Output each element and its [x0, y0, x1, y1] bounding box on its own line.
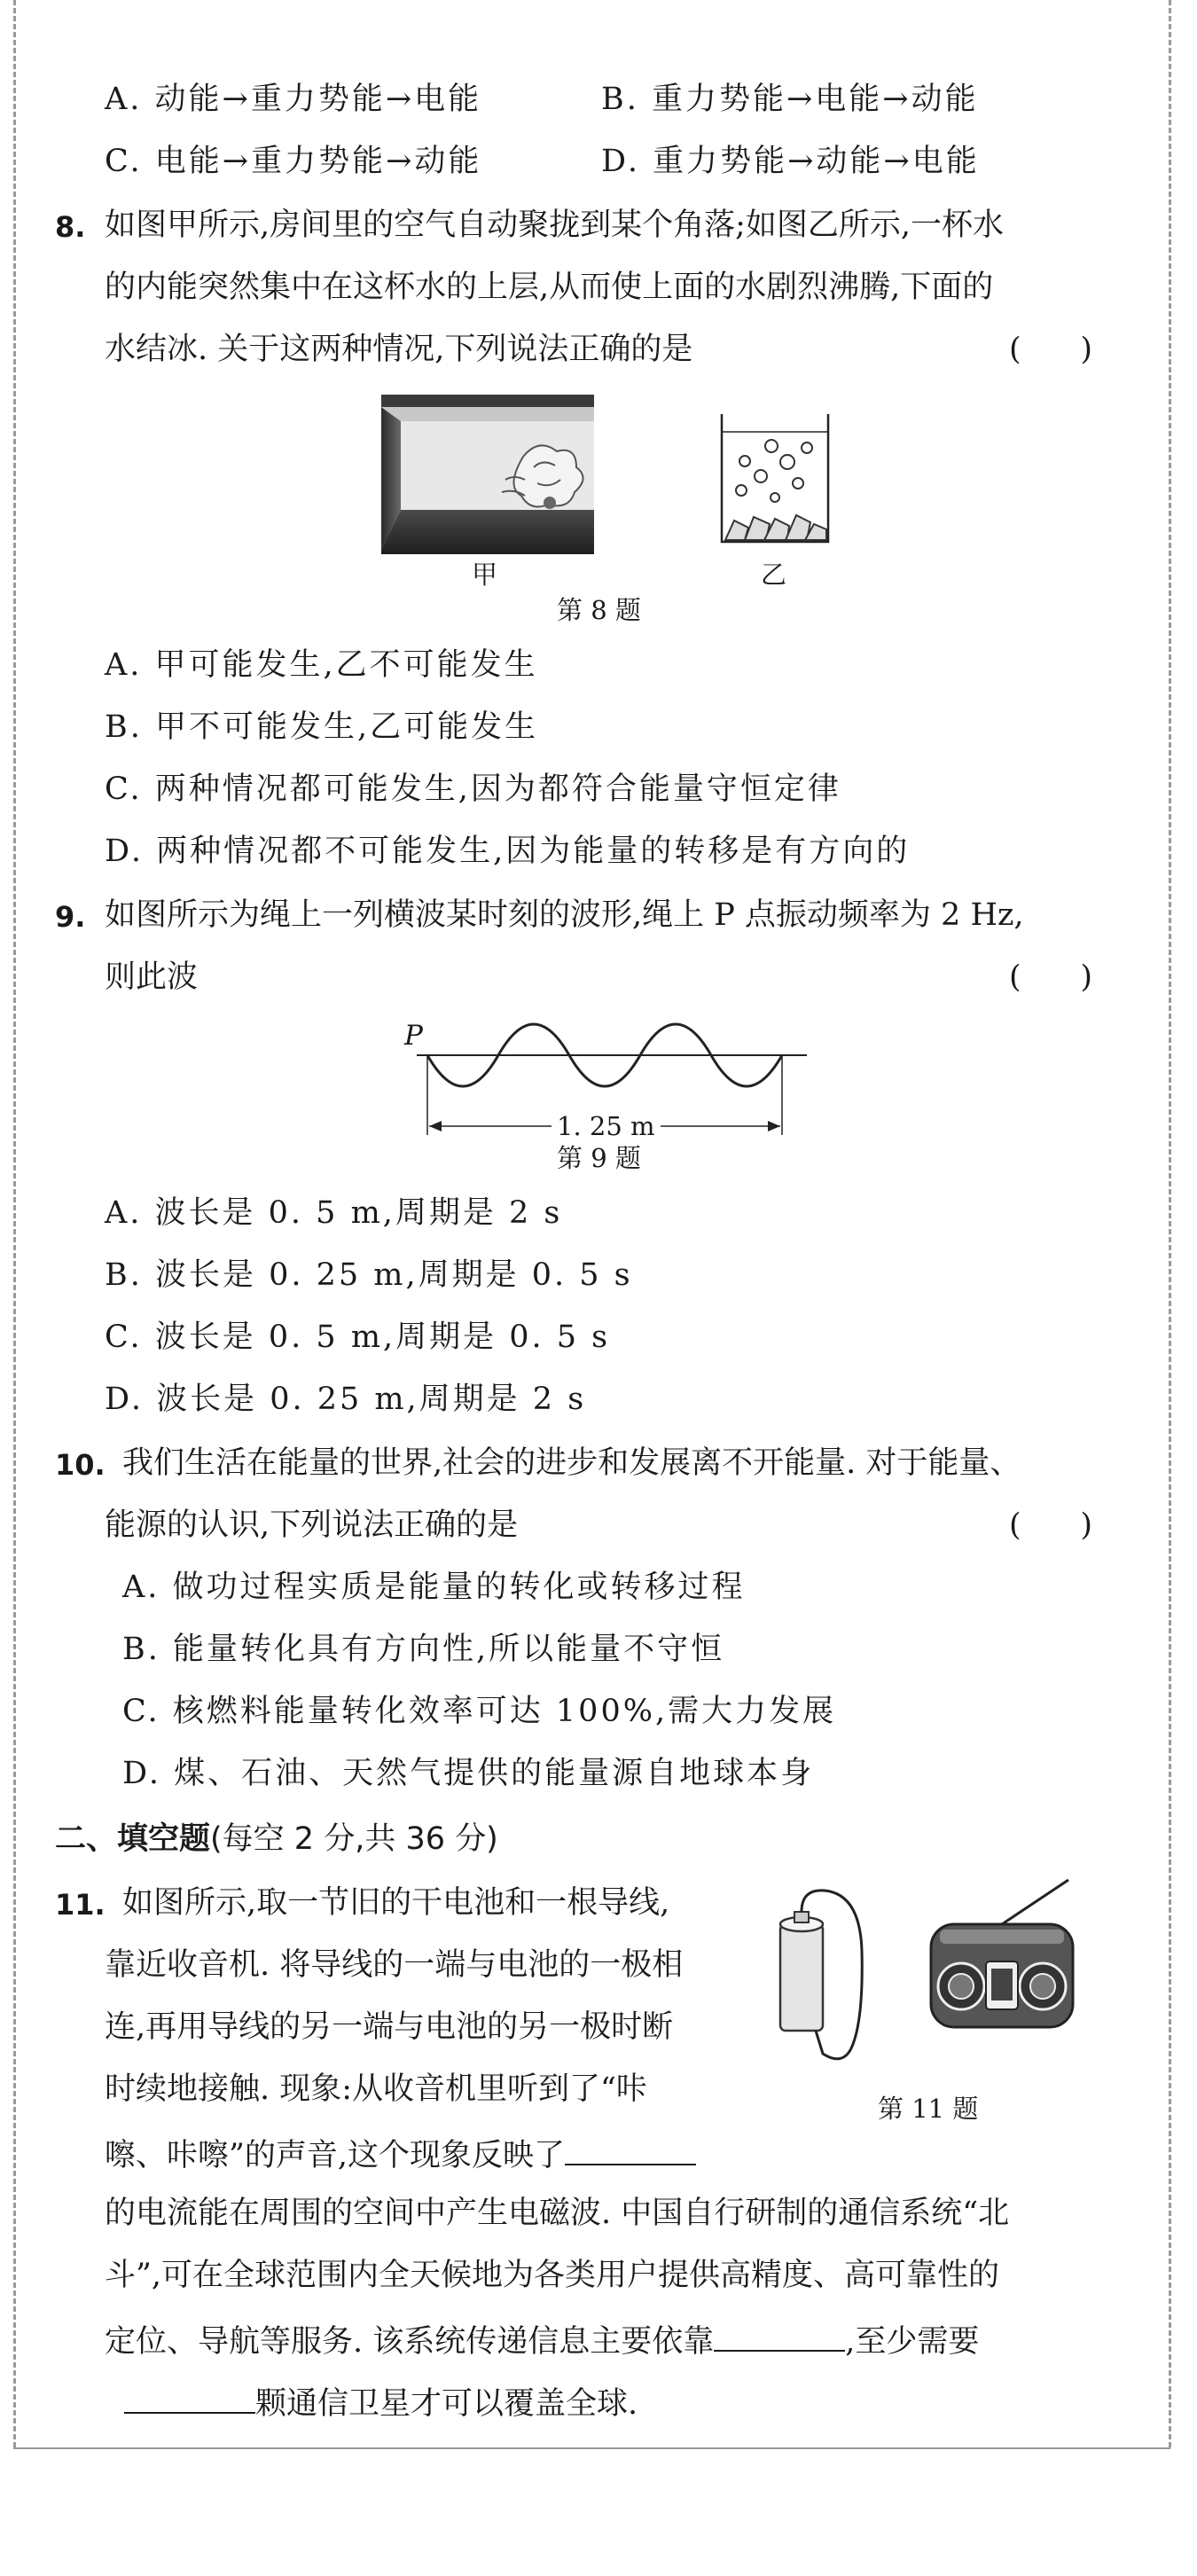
q9-length-label: 1. 25 m: [552, 1110, 661, 1142]
q9-caption: 第 9 题: [557, 1143, 641, 1173]
q8-fig-label-a: 甲: [472, 560, 498, 590]
q11-stem-line4: 时续地接触. 现象:从收音机里听到了“咔: [105, 2071, 647, 2107]
q10-option-a: A. 做功过程实质是能量的转化或转移过程: [122, 1570, 746, 1605]
q10-option-b: B. 能量转化具有方向性,所以能量不守恒: [122, 1632, 725, 1667]
q9-option-a: A. 波长是 0. 5 m,周期是 2 s: [105, 1195, 563, 1231]
bottom-rule: [13, 2447, 1170, 2449]
q10-stem-line2: 能源的认识,下列说法正确的是: [105, 1507, 519, 1543]
q11-stem-line3: 连,再用导线的另一端与电池的另一极时断: [105, 2009, 674, 2045]
q11-line9-text: 颗通信卫星才可以覆盖全球.: [255, 2386, 638, 2422]
q10-number: 10.: [55, 1448, 106, 1482]
q7-option-d: D. 重力势能→动能→电能: [601, 144, 980, 179]
q8-option-d: D. 两种情况都不可能发生,因为能量的转移是有方向的: [105, 834, 911, 869]
q11-stem-line5: [105, 2132, 696, 2175]
q7-option-b: B. 重力势能→电能→动能: [601, 82, 979, 117]
q11-stem-line9: [124, 2380, 638, 2423]
section-title: 二、填空题: [55, 1821, 211, 1857]
q10-answer-paren: ( ): [1009, 1507, 1093, 1543]
q8-stem-line3: 水结冰. 关于这两种情况,下列说法正确的是: [105, 332, 693, 367]
q11-stem-line2: 靠近收音机. 将导线的一端与电池的一极相: [105, 1947, 684, 1983]
q9-option-d: D. 波长是 0. 25 m,周期是 2 s: [105, 1382, 587, 1417]
q9-answer-paren: ( ): [1009, 959, 1093, 995]
q11-line8-text: 定位、导航等服务. 该系统传递信息主要依靠: [105, 2324, 715, 2360]
q9-number: 9.: [55, 900, 86, 934]
q8-answer-paren: ( ): [1009, 332, 1093, 367]
q9-stem-line2: 则此波: [105, 959, 199, 995]
q11-blank-3[interactable]: [124, 2380, 255, 2414]
q8-figure-room: [381, 395, 594, 554]
q8-fig-label-b: 乙: [761, 560, 787, 590]
q11-stem-line6: 的电流能在周围的空间中产生电磁波. 中国自行研制的通信系统“北: [105, 2196, 1010, 2231]
q11-blank-1[interactable]: [565, 2132, 696, 2165]
q11-line5-text: 嚓、咔嚓”的声音,这个现象反映了: [105, 2138, 566, 2173]
q8-option-b: B. 甲不可能发生,乙可能发生: [105, 709, 539, 745]
q10-option-d: D. 煤、石油、天然气提供的能量源自地球本身: [122, 1756, 815, 1791]
q11-caption: 第 11 题: [878, 2094, 979, 2124]
q8-stem-line1: 如图甲所示,房间里的空气自动聚拢到某个角落;如图乙所示,一杯水: [105, 207, 1005, 243]
q11-figure: [763, 1844, 1082, 2084]
q8-number: 8.: [55, 210, 86, 244]
q10-stem-line1: 我们生活在能量的世界,社会的进步和发展离不开能量. 对于能量、: [122, 1445, 1021, 1481]
q8-option-c: C. 两种情况都可能发生,因为都符合能量守恒定律: [105, 771, 841, 807]
q7-option-c: C. 电能→重力势能→动能: [105, 144, 482, 179]
q11-stem-line8: [105, 2318, 979, 2361]
q9-option-b: B. 波长是 0. 25 m,周期是 0. 5 s: [105, 1257, 633, 1293]
right-dashed-margin: [1169, 0, 1171, 2447]
left-dashed-margin: [13, 0, 16, 2447]
section-note: (每空 2 分,共 36 分): [210, 1821, 498, 1857]
q8-stem-line2: 的内能突然集中在这杯水的上层,从而使上面的水剧烈沸腾,下面的: [105, 270, 994, 305]
q11-number: 11.: [55, 1888, 106, 1922]
q11-line8-tail: ,至少需要: [845, 2324, 980, 2360]
q8-option-a: A. 甲可能发生,乙不可能发生: [105, 647, 538, 683]
q9-option-c: C. 波长是 0. 5 m,周期是 0. 5 s: [105, 1319, 611, 1355]
q9-stem-line1: 如图所示为绳上一列横波某时刻的波形,绳上 P 点振动频率为 2 Hz,: [105, 897, 1024, 933]
q8-caption: 第 8 题: [557, 595, 641, 625]
q11-stem-line7: 斗”,可在全球范围内全天候地为各类用户提供高精度、高可靠性的: [105, 2258, 1000, 2293]
q7-option-a: A. 动能→重力势能→电能: [105, 82, 482, 117]
q11-blank-2[interactable]: [714, 2318, 845, 2352]
q8-figure-beaker: [718, 412, 833, 545]
q10-option-c: C. 核燃料能量转化效率可达 100%,需大力发展: [122, 1694, 837, 1729]
q11-stem-line1: 如图所示,取一节旧的干电池和一根导线,: [122, 1885, 670, 1921]
q9-point-p-label: P: [404, 1020, 423, 1052]
section-fill-in-heading: [55, 1820, 498, 1859]
